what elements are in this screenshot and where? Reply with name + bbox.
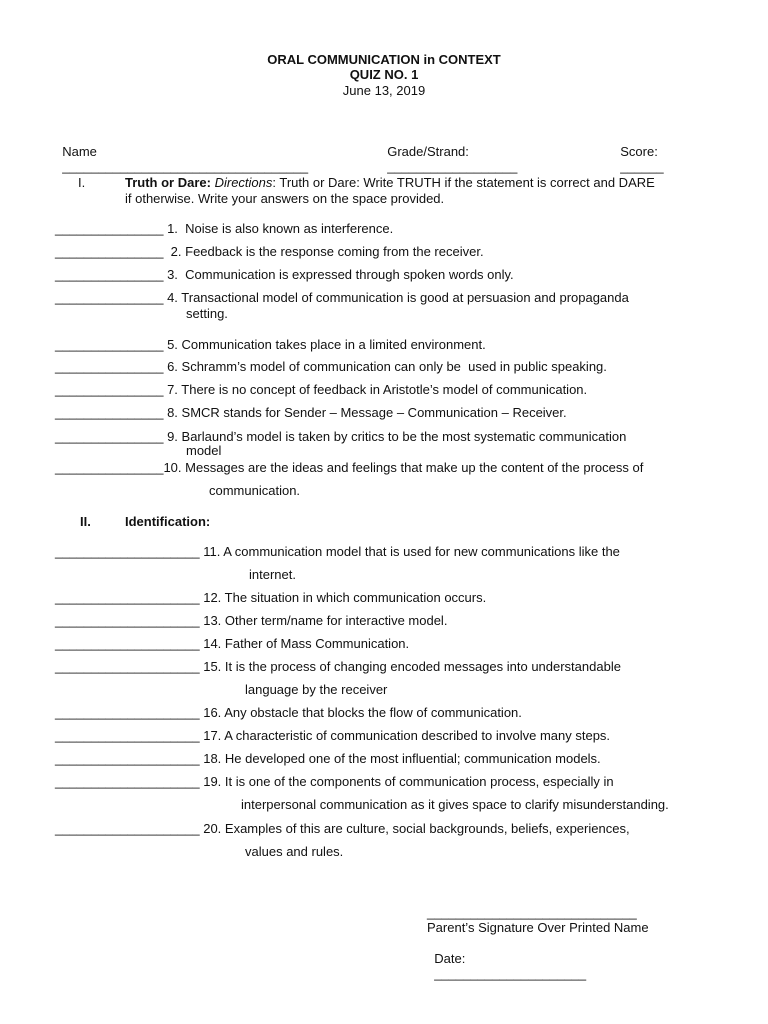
directions-line-1: : Truth or Dare: Write TRUTH if the statement is correct and DARE [272,175,655,190]
answer-blank: _______________ [55,429,164,444]
question-text: 2. Feedback is the response coming from the receiver. [163,244,484,259]
document-title: ORAL COMMUNICATION in CONTEXT [267,52,501,67]
question-item [55,544,620,559]
signature-line: _____________________________ [427,905,637,920]
name-blank: __________________________________ [62,159,309,174]
question-item [55,751,601,766]
question-text: 3. Communication is expressed through spoken words only. [163,267,514,282]
score-field [613,129,664,174]
question-text: 7. There is no concept of feedback in Aristotle’s model of communication. [163,382,588,397]
question-item [55,460,643,475]
answer-blank: _______________ [55,290,164,305]
question-text: 13. Other term/name for interactive model. [199,613,448,628]
question-text: 8. SMCR stands for Sender – Message – Communication – Receiver. [163,405,567,420]
directions-line-2: if otherwise. Write your answers on the space provided. [125,191,445,206]
question-text: 18. He developed one of the most influential; communication models. [199,751,601,766]
answer-blank: ____________________ [55,636,200,651]
answer-blank: _______________ [55,382,164,397]
question-text-continued: language by the receiver [245,682,388,697]
grade-strand-field [380,129,517,174]
question-text: 10. Messages are the ideas and feelings that make up the content of the process of [163,460,644,475]
question-item [55,728,610,743]
question-text: 16. Any obstacle that blocks the flow of communication. [199,705,522,720]
section-1-directions [125,175,655,190]
question-text-continued: internet. [249,567,296,582]
question-item [55,821,630,836]
signature-date-label: Date: [434,951,466,966]
question-text: 15. It is the process of changing encoded messages into understandable [199,659,621,674]
question-text: 9. Barlaund’s model is taken by critics to be the most systematic communication [163,429,627,444]
score-label: Score: [620,144,658,159]
answer-blank: ____________________ [55,751,200,766]
question-text: 17. A characteristic of communication described to involve many steps. [199,728,611,743]
answer-blank: ____________________ [55,705,200,720]
answer-blank: _______________ [55,359,164,374]
question-item [55,221,393,236]
question-text: 1. Noise is also known as interference. [163,221,394,236]
question-text: 14. Father of Mass Communication. [199,636,410,651]
answer-blank: _______________ [55,460,164,475]
section-2-numeral: II. [80,514,91,529]
answer-blank: _______________ [55,337,164,352]
signature-date [427,936,586,981]
score-blank: ______ [620,159,664,174]
grade-strand-label: Grade/Strand: [387,144,469,159]
answer-blank: ____________________ [55,590,200,605]
answer-blank: _______________ [55,405,164,420]
question-text-continued: interpersonal communication as it gives space to clarify misunderstanding. [241,797,669,812]
question-text-continued: communication. [209,483,301,498]
directions-label: Directions [214,175,273,190]
question-text: 6. Schramm’s model of communication can only be used in public speaking. [163,359,607,374]
question-text: 19. It is one of the components of communication process, especially in [199,774,614,789]
question-item [55,705,522,720]
question-text: 5. Communication takes place in a limited environment. [163,337,486,352]
question-text: 12. The situation in which communication occurs. [199,590,487,605]
question-item [55,429,626,444]
question-text-continued: model [186,443,222,458]
question-text: 11. A communication model that is used for new communications like the [199,544,620,559]
answer-blank: _______________ [55,267,164,282]
answer-blank: _______________ [55,221,164,236]
question-item [55,659,621,674]
question-item [55,636,409,651]
grade-strand-blank: __________________ [387,159,518,174]
answer-blank: ____________________ [55,774,200,789]
answer-blank: ____________________ [55,613,200,628]
question-text-continued: setting. [186,306,228,321]
question-item [55,337,486,352]
question-item [55,774,614,789]
question-text: 4. Transactional model of communication is good at persuasion and propaganda [163,290,629,305]
answer-blank: ____________________ [55,821,200,836]
section-1-title: Truth or Dare: [125,175,211,190]
answer-blank: ____________________ [55,544,200,559]
quiz-number: QUIZ NO. 1 [349,67,419,82]
question-item [55,405,567,420]
signature-date-blank: _____________________ [434,966,587,981]
question-text-continued: values and rules. [245,844,344,859]
question-item [55,359,607,374]
question-item [55,613,447,628]
signature-label: Parent’s Signature Over Printed Name [427,920,649,935]
question-item [55,267,514,282]
question-item [55,290,629,305]
question-item [55,244,484,259]
name-field [55,129,308,174]
question-text: 20. Examples of this are culture, social backgrounds, beliefs, experiences, [199,821,630,836]
section-2-title: Identification: [125,514,211,529]
answer-blank: ____________________ [55,659,200,674]
question-item [55,590,486,605]
answer-blank: ____________________ [55,728,200,743]
quiz-date: June 13, 2019 [342,83,426,98]
name-label: Name [62,144,97,159]
section-1-numeral: I. [78,175,86,190]
answer-blank: _______________ [55,244,164,259]
question-item [55,382,587,397]
